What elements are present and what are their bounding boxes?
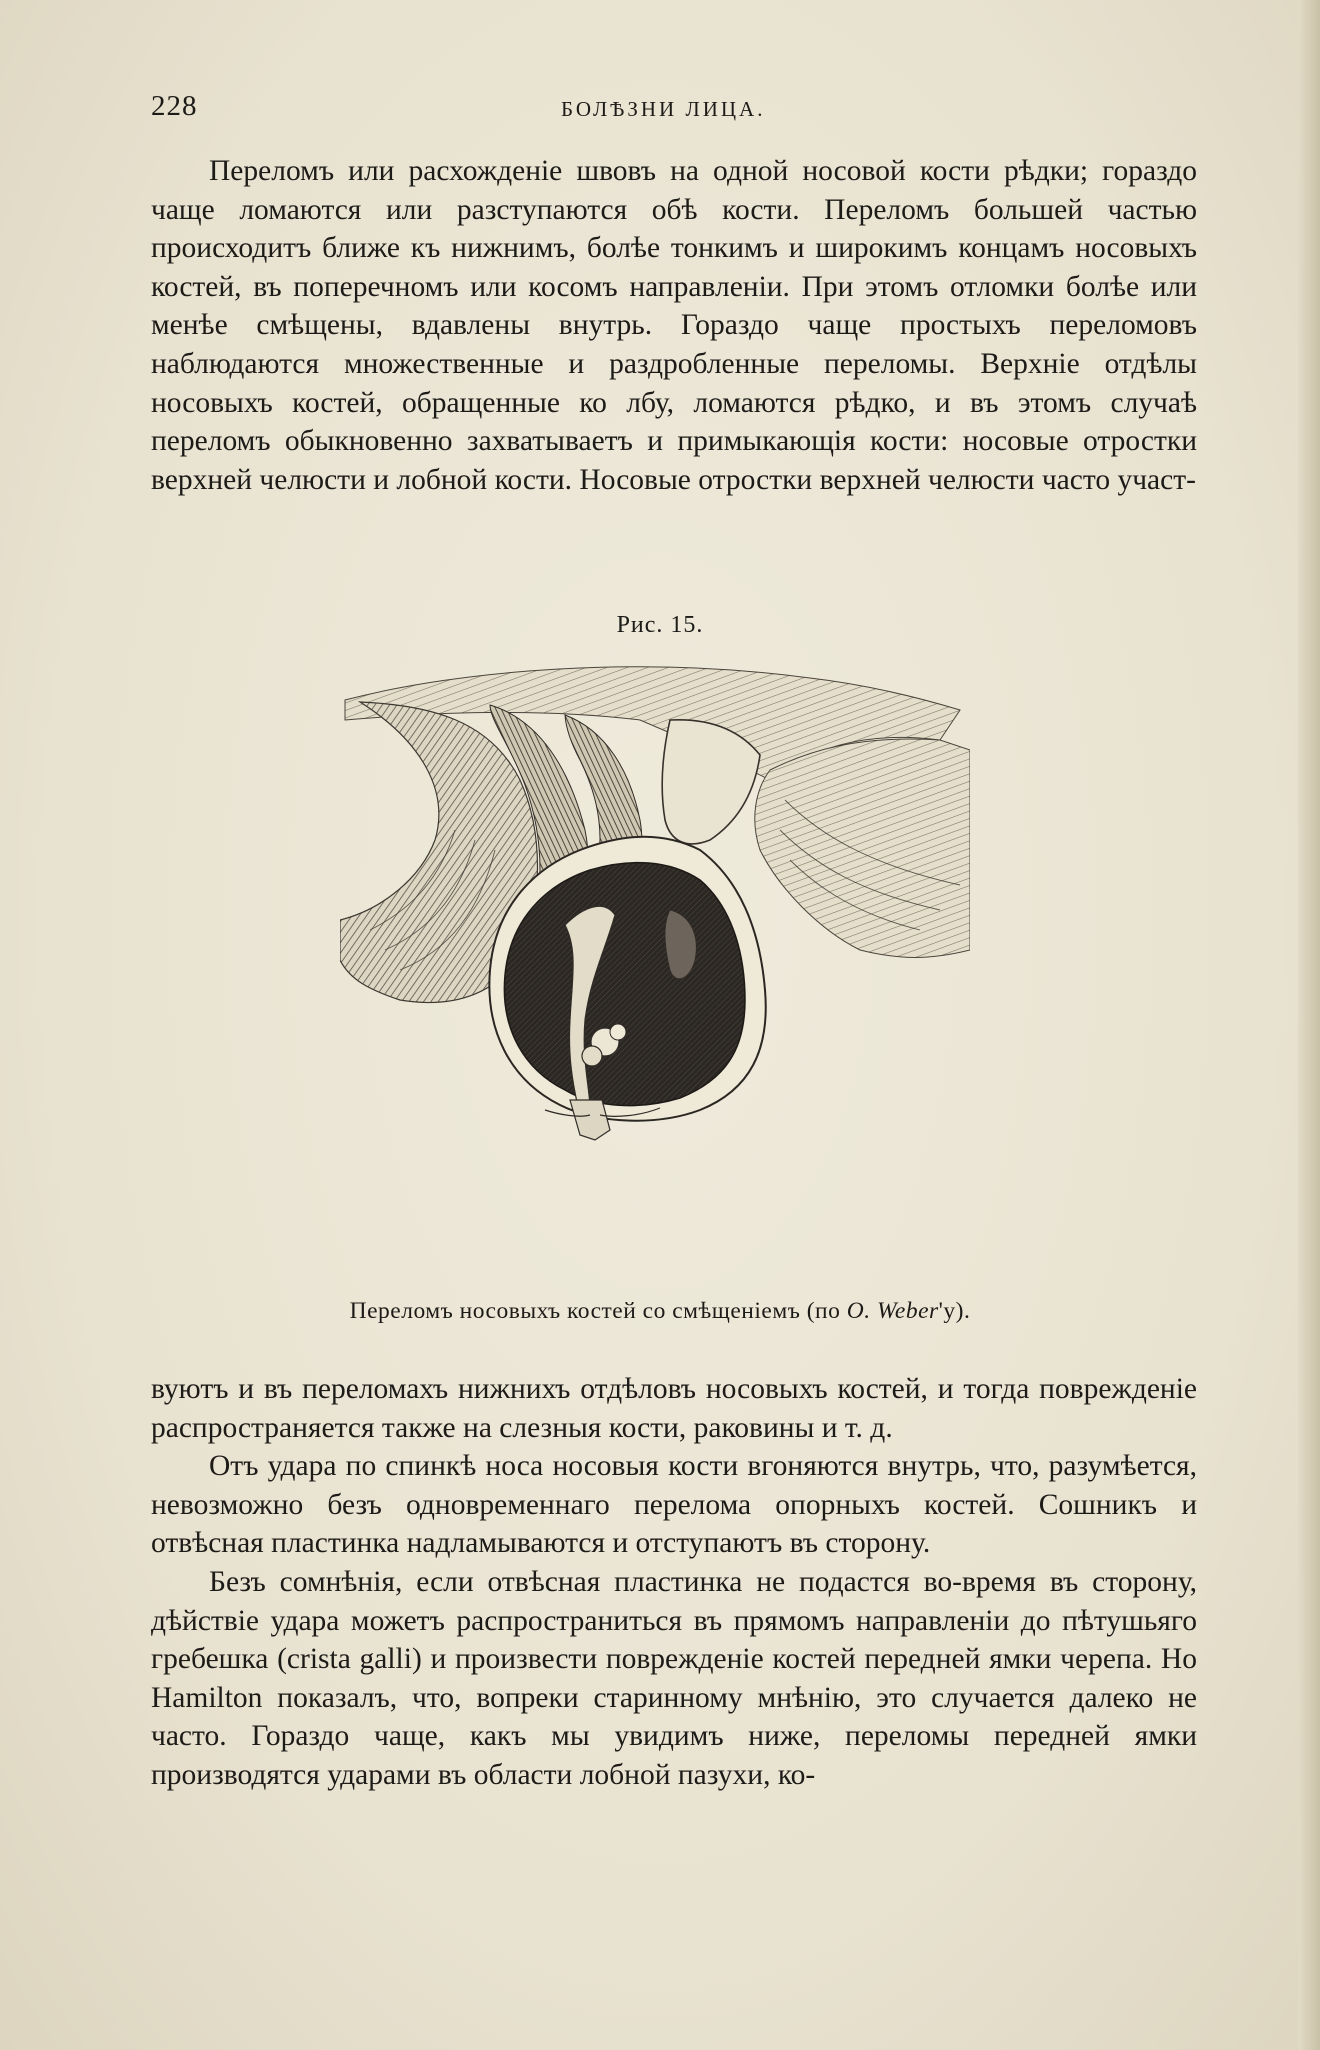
text-block-bottom [151,1370,1197,1795]
caption-end: 'у). [938,1298,971,1324]
page-edge [1298,0,1320,2050]
text-block-top [151,152,1197,499]
figure-caption [0,1298,1320,1325]
paragraph: Безъ сомнѣнія, если отвѣсная пластинка не подастся во-время въ сторону, дѣйствіе удара можетъ распространиться въ прямомъ направленіи до пѣтушьяго гребешка (crista galli) и произвести поврежденіе костей передней ямки черепа. Но Hamilton показалъ, что, вопреки старинному мнѣнію, это случается далеко не часто. Гораздо чаще, какъ мы увидимъ ниже, переломы передней ямки производятся ударами въ области лобной пазухи, ко- [151,1565,1197,1791]
paragraph: Отъ удара по спинкѣ носа носовыя кости вгоняются внутрь, что, разумѣется, невозможно безъ одновременнаго перелома опорныхъ костей. Сошникъ и отвѣсная пластинка надламываются и отступаютъ въ сторону. [151,1450,1197,1560]
caption-author: O. Weber [846,1298,939,1324]
paragraph: вуютъ и въ переломахъ нижнихъ отдѣловъ носовыхъ костей, и тогда поврежденіе распространяется также на слезныя кости, раковины и т. д. [151,1373,1197,1444]
running-title: БОЛѢЗНИ ЛИЦА. [561,97,766,121]
page-header [151,84,1201,134]
caption-main: Переломъ носовыхъ костей со смѣщеніемъ (по [349,1298,847,1324]
nasal-fracture-illustration [340,660,970,1280]
page-number: 228 [151,90,198,122]
figure-label: Рис. 15. [616,612,704,638]
paragraph: Переломъ или расхожденіе швовъ на одной носовой кости рѣдки; гораздо чаще ломаются или разступаются обѣ кости. Переломъ большей частью происходитъ ближе къ нижнимъ, болѣе тонкимъ и широкимъ концамъ носовыхъ костей, въ поперечномъ или косомъ направленіи. При этомъ отломки болѣе или менѣе смѣщены, вдавлены внутрь. Гораздо чаще простыхъ переломовъ наблюдаются множественные и раздробленные переломы. Верхніе отдѣлы носовыхъ костей, обращенные ко лбу, ломаются рѣдко, и въ этомъ случаѣ переломъ обыкновенно захватываетъ и примыкающія кости: носовые отростки верхней челюсти и лобной кости. Носовые отростки верхней челюсти часто участ- [151,155,1197,496]
figure-engraving [340,660,970,1280]
